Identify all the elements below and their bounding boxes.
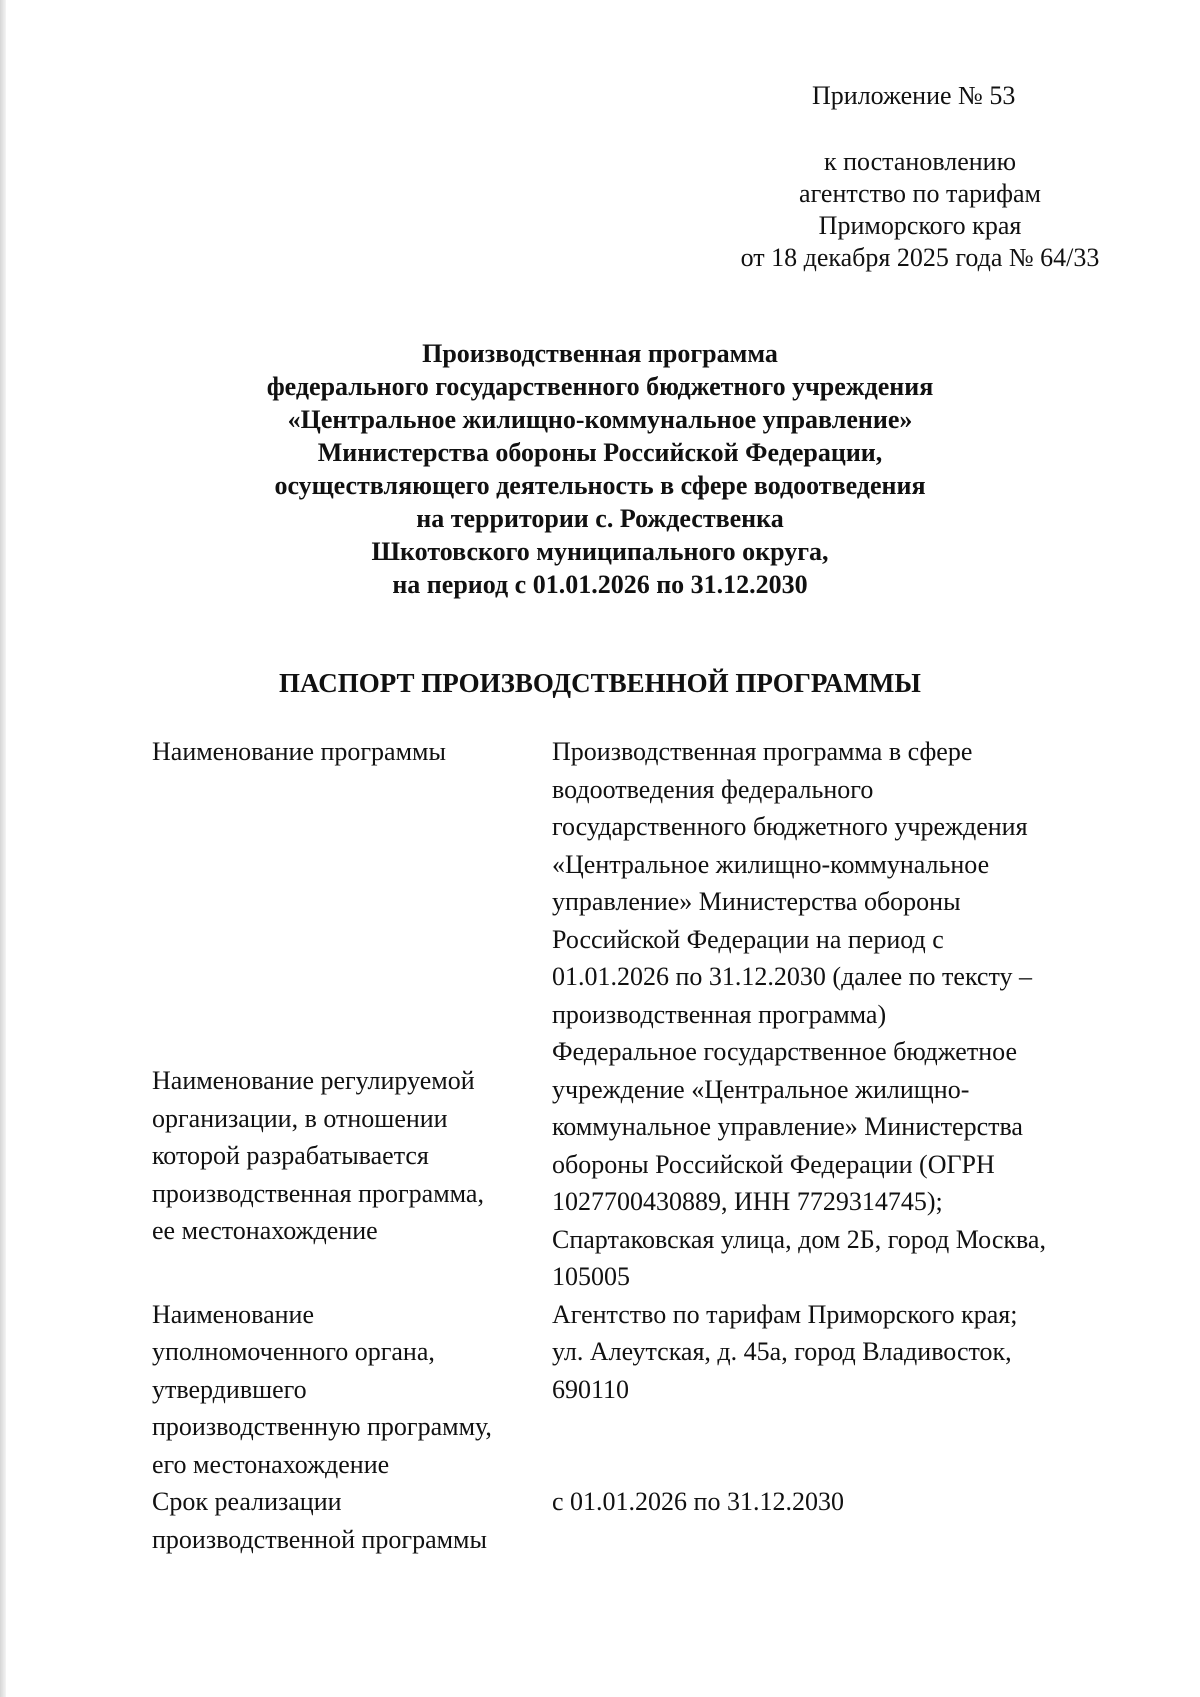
value-line: Федеральное государственное бюджетное [552,1037,1017,1066]
value-line: управление» Министерства обороны [552,887,961,916]
title-line: федерального государственного бюджетного учреждения [266,372,934,401]
passport-row-authorized-body [152,1296,1112,1484]
row-label [152,1296,552,1484]
value-line: коммунальное управление» Министерства [552,1112,1023,1141]
label-line: которой разрабатывается [152,1141,429,1170]
decree-line: Приморского края [818,211,1022,240]
passport-table [152,733,1112,1558]
value-line: 01.01.2026 по 31.12.2030 (далее по тексту – [552,962,1032,991]
value-line: производственная программа) [552,999,887,1029]
label-line: ее местонахождение [152,1216,378,1245]
title-line: «Центральное жилищно-коммунальное управление» [287,405,913,434]
label-line: уполномоченного органа, [152,1337,435,1366]
label-line: утвердившего [152,1374,307,1404]
value-line: 690110 [552,1374,630,1404]
scan-edge [0,0,6,1697]
appendix-number: Приложение № 53 [812,81,1016,110]
label-line: производственная программа, [152,1178,484,1208]
passport-row-program-name [152,733,1112,1033]
title-line: на территории с. Рождественка [416,504,784,533]
decree-line: к постановлению [823,147,1017,176]
label-line: производственной программы [152,1524,487,1554]
row-value [552,1296,1112,1484]
passport-row-implementation-period [152,1483,1112,1558]
value-line: 105005 [552,1262,630,1291]
passport-heading: ПАСПОРТ ПРОИЗВОДСТВЕННОЙ ПРОГРАММЫ [279,668,921,698]
row-label [152,1483,552,1558]
label-line: Наименование регулируемой [152,1066,475,1095]
label-line: организации, в отношении [152,1103,448,1133]
value-line: Производственная программа в сфере [552,737,973,766]
title-line: осуществляющего деятельность в сфере водоотведения [274,471,926,500]
row-value [552,733,1112,1033]
row-label [152,1033,552,1296]
label-line: Срок реализации [152,1487,342,1516]
value-line: учреждение «Центральное жилищно- [552,1074,970,1104]
value-line: Спартаковская улица, дом 2Б, город Москва, [552,1224,1046,1254]
value-line: «Центральное жилищно-коммунальное [552,849,990,879]
value-line: водоотведения федерального [552,774,874,804]
label-line: Наименование [152,1299,314,1329]
value-line: 1027700430889, ИНН 7729314745); [552,1187,943,1216]
label-line: его местонахождение [152,1449,390,1479]
label-line: производственную программу, [152,1412,492,1441]
value-line: ул. Алеутская, д. 45а, город Владивосток, [552,1337,1012,1366]
title-line: Министерства обороны Российской Федерации, [317,438,883,467]
title-line: Шкотовского муниципального округа, [371,537,829,566]
decree-line: от 18 декабря 2025 года № 64/33 [740,243,1100,272]
decree-reference [700,146,1140,274]
label-line: Наименование программы [152,737,446,766]
program-title [160,337,1040,601]
title-line: Производственная программа [422,339,778,368]
passport-row-regulated-organization [152,1033,1112,1296]
title-line: на период с 01.01.2026 по 31.12.2030 [392,570,808,599]
value-line: Российской Федерации на период с [552,924,944,954]
value-line: с 01.01.2026 по 31.12.2030 [552,1487,844,1516]
row-value [552,1033,1112,1296]
row-value [552,1483,1112,1558]
value-line: Агентство по тарифам Приморского края; [552,1299,1018,1329]
decree-line: агентство по тарифам [799,179,1041,208]
value-line: государственного бюджетного учреждения [552,812,1028,841]
row-label [152,733,552,1033]
value-line: обороны Российской Федерации (ОГРН [552,1149,995,1179]
